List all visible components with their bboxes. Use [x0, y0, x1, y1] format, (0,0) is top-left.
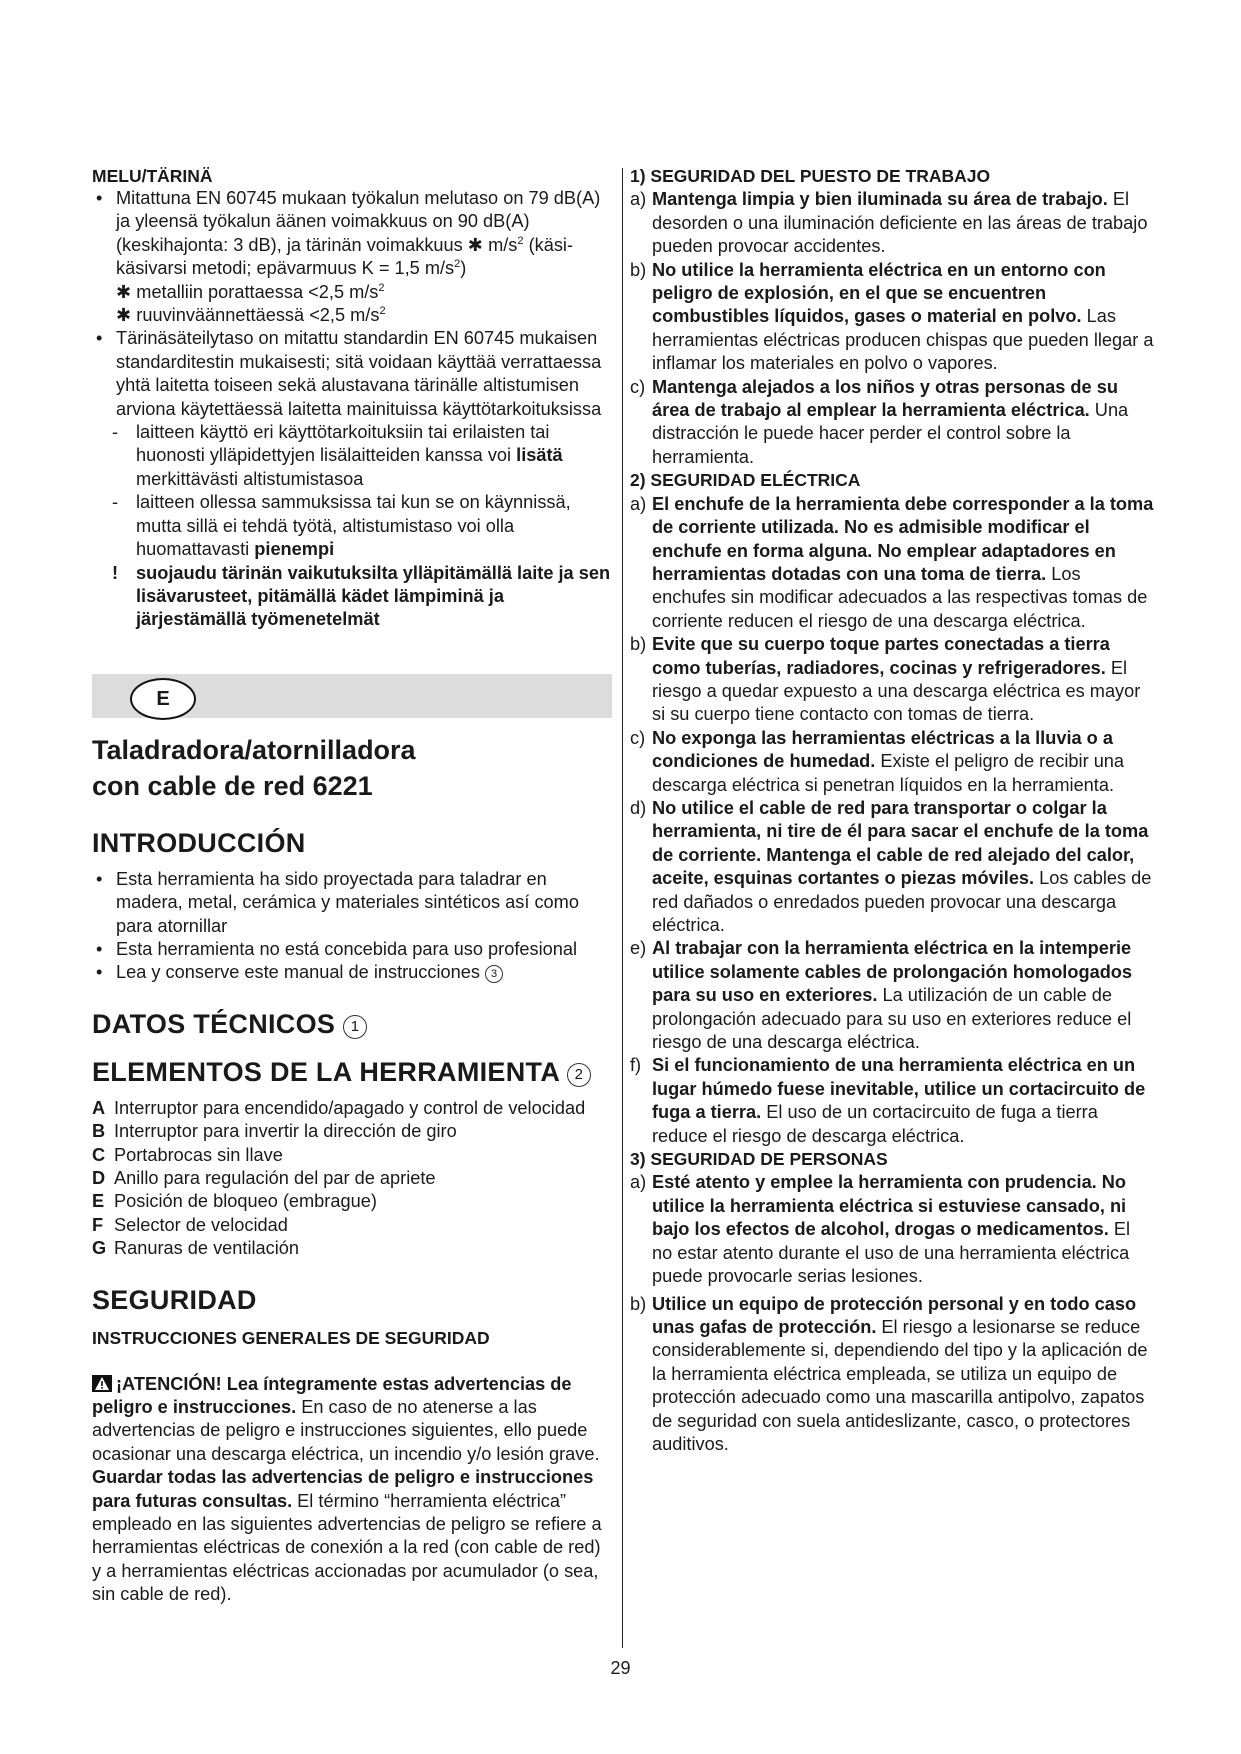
element-item: E Posición de bloqueo (embrague) [92, 1191, 377, 1212]
instrucciones-heading: INSTRUCCIONES GENERALES DE SEGURIDAD [92, 1327, 490, 1348]
page-number: 29 [610, 1658, 631, 1678]
safety-item: f) Si el funcionamiento de una herramienta eléctrica en un lugar húmedo fuese inevitable, utilice un cortacircuito de fuga a tierra. El uso de un cortacircuito de fuga a tierra reduce el riesgo de descarga eléctrica. [630, 1055, 1146, 1146]
melu-heading: MELU/TÄRINÄ [92, 166, 213, 186]
element-item: C Portabrocas sin llave [92, 1144, 283, 1165]
section-1-heading: 1) SEGURIDAD DEL PUESTO DE TRABAJO [630, 166, 991, 186]
intro-heading: INTRODUCCIÓN [92, 827, 306, 858]
intro-bullet-2: • Esta herramienta no está concebida para uso profesional [96, 938, 578, 959]
melu-bullet-1: • Mitattuna EN 60745 mukaan työkalun melutaso on 79 dB(A) ja yleensä työkalun äänen voimakkuus on 90 dB(A) (keskihajonta: 3 dB), ja tärinän voimakkuus ✱ $m/s^2$ (käsi-käsivarsi metodi; epävarmuus K = 1,5 $m/s^2$) [96, 188, 601, 279]
element-item: A Interruptor para encendido/apagado y control de velocidad [92, 1097, 586, 1118]
elementos-heading: ELEMENTOS DE LA HERRAMIENTA 2 [92, 1055, 612, 1089]
section-3-heading: 3) SEGURIDAD DE PERSONAS [630, 1149, 888, 1170]
safety-item: d) No utilice el cable de red para transportar o colgar la herramienta, ni tire de él para sacar el enchufe de la toma de corriente. Mantenga el cable de red alejado del calor, aceite, esquinas cortantes o piezas móviles. Los cables de red dañados o enredados pueden provocar una descarga eléctrica. [630, 797, 1152, 935]
element-item: F Selector de velocidad [92, 1214, 288, 1235]
product-title-line-1: Taladradora/atornilladora [92, 734, 416, 765]
element-item: G Ranuras de ventilación [92, 1238, 300, 1259]
language-bar [92, 674, 612, 718]
safety-item: c) No exponga las herramientas eléctricas a la lluvia o a condiciones de humedad. Existe el peligro de recibir una descarga eléctrica si penetran líquidos en la herramienta. [630, 727, 1125, 795]
element-item: D Anillo para regulación del par de apriete [92, 1167, 436, 1188]
safety-item: a) Esté atento y emplee la herramienta con prudencia. No utilice la herramienta eléctrica si estuviese cansado, ni bajo los efectos de alcohol, drogas o medicamentos. El no estar atento durante el uso de una herramienta eléctrica puede provocarle serias lesiones. [630, 1172, 1131, 1287]
melu-bullet-2: • Tärinäsäteilytaso on mitattu standardin EN 60745 mukaisen standarditestin mukaisesti; sitä voidaan käyttää verrattaessa yhtä laitetta toiseen sekä alustavana tärinälle altistumisen arviona käytettäessä laitetta mainituissa käyttötarkoituksissa [96, 328, 602, 419]
warning-icon [92, 1375, 112, 1392]
elements-list [92, 1097, 612, 1261]
section-2-heading: 2) SEGURIDAD ELÉCTRICA [630, 470, 861, 491]
safety-item: a) Mantenga limpia y bien iluminada su área de trabajo. El desorden o una iluminación deficiente en las áreas de trabajo pueden provocar accidentes. [630, 189, 1148, 257]
figure-ref-2: 2 [567, 1063, 591, 1087]
melu-exclamation: ! suojaudu tärinän vaikutuksilta ylläpitämällä laite ja sen lisävarusteet, pitämällä kädet lämpiminä ja järjestämällä työmenetelmät [112, 562, 611, 630]
safety-item: c) Mantenga alejados a los niños y otras personas de su área de trabajo al emplear la herramienta eléctrica. Una distracción le puede hacer perder el control sobre la herramienta. [630, 376, 1129, 467]
language-badge: E [130, 678, 196, 720]
safety-item: b) No utilice la herramienta eléctrica en un entorno con peligro de explosión, en el que se encuentren combustibles líquidos, gases o material en polvo. Las herramientas eléctricas producen chispas que pueden llegar a inflamar los materiales en polvo o vapores. [630, 259, 1154, 374]
melu-dash-1: - laitteen käyttö eri käyttötarkoituksiin tai erilaisten tai huonosti ylläpidettyjen lisälaitteiden kanssa voi lisätä merkittävästi altistumistasoa [112, 422, 563, 489]
atencion-paragraph: ¡ATENCIÓN! Lea íntegramente estas advertencias de peligro e instrucciones. En caso de no atenerse a las advertencias de peligro e instrucciones siguientes, ello puede ocasionar una descarga eléctrica, un incendio y/o lesión grave. Guardar todas las advertencias de peligro e instrucciones para futuras consultas. El término “herramienta eléctrica” empleado en las siguientes advertencias de peligro se refiere a herramientas eléctricas de conexión a la red (con cable de red) y a herramientas eléctricas accionadas por acumulador (o sea, sin cable de red). [92, 1373, 602, 1605]
figure-ref-3: 3 [485, 965, 503, 983]
left-column [92, 165, 612, 1607]
product-title-line-2: con cable de red 6221 [92, 770, 373, 801]
figure-ref-1: 1 [343, 1015, 367, 1039]
intro-bullet-1: • Esta herramienta ha sido proyectada para taladrar en madera, metal, cerámica y materiales sintéticos así como para atornillar [96, 868, 579, 936]
safety-item: b) Utilice un equipo de protección personal y en todo caso unas gafas de protección. El riesgo a lesionarse se reduce considerablemente si, dependiendo del tipo y la aplicación de la herramienta eléctrica empleada, se utiliza un equipo de protección adecuado como una mascarilla antipolvo, zapatos de seguridad con suela antideslizante, casco, o protectores auditivos. [630, 1293, 1148, 1454]
element-item: B Interruptor para invertir la dirección de giro [92, 1121, 457, 1142]
safety-item: b) Evite que su cuerpo toque partes conectadas a tierra como tuberías, radiadores, cocinas y refrigeradores. El riesgo a quedar expuesto a una descarga eléctrica es mayor si su cuerpo tiene contacto con tomas de tierra. [630, 634, 1141, 725]
right-column [630, 165, 1155, 1456]
column-divider [622, 168, 623, 1648]
melu-dash-2: - laitteen ollessa sammuksissa tai kun se on käynnissä, mutta sillä ei tehdä työtä, altistumistaso voi olla huomattavasti pienempi [112, 492, 571, 560]
safety-item: e) Al trabajar con la herramienta eléctrica en la intemperie utilice solamente cables de prolongación homologados para su uso en exteriores. La utilización de un cable de prolongación adecuado para su uso en exteriores reduce el riesgo de una descarga eléctrica. [630, 938, 1133, 1053]
melu-star-2: ✱ ruuvinväännettäessä <2,5 $m/s^2$ [116, 304, 386, 326]
melu-star-1: ✱ metalliin porattaessa <2,5 $m/s^2$ [116, 281, 385, 302]
safety-item: a) El enchufe de la herramienta debe corresponder a la toma de corriente utilizada. No es admisible modificar el enchufe en forma alguna. No emplear adaptadores en herramientas dotadas con una toma de tierra. Los enchufes sin modificar adecuados a las respectivas tomas de corriente reducen el riesgo de una descarga eléctrica. [630, 493, 1154, 631]
intro-bullet-3: • Lea y conserve este manual de instrucciones 3 [92, 961, 612, 984]
seguridad-heading: SEGURIDAD [92, 1284, 257, 1315]
datos-heading: DATOS TÉCNICOS 1 [92, 1007, 612, 1041]
